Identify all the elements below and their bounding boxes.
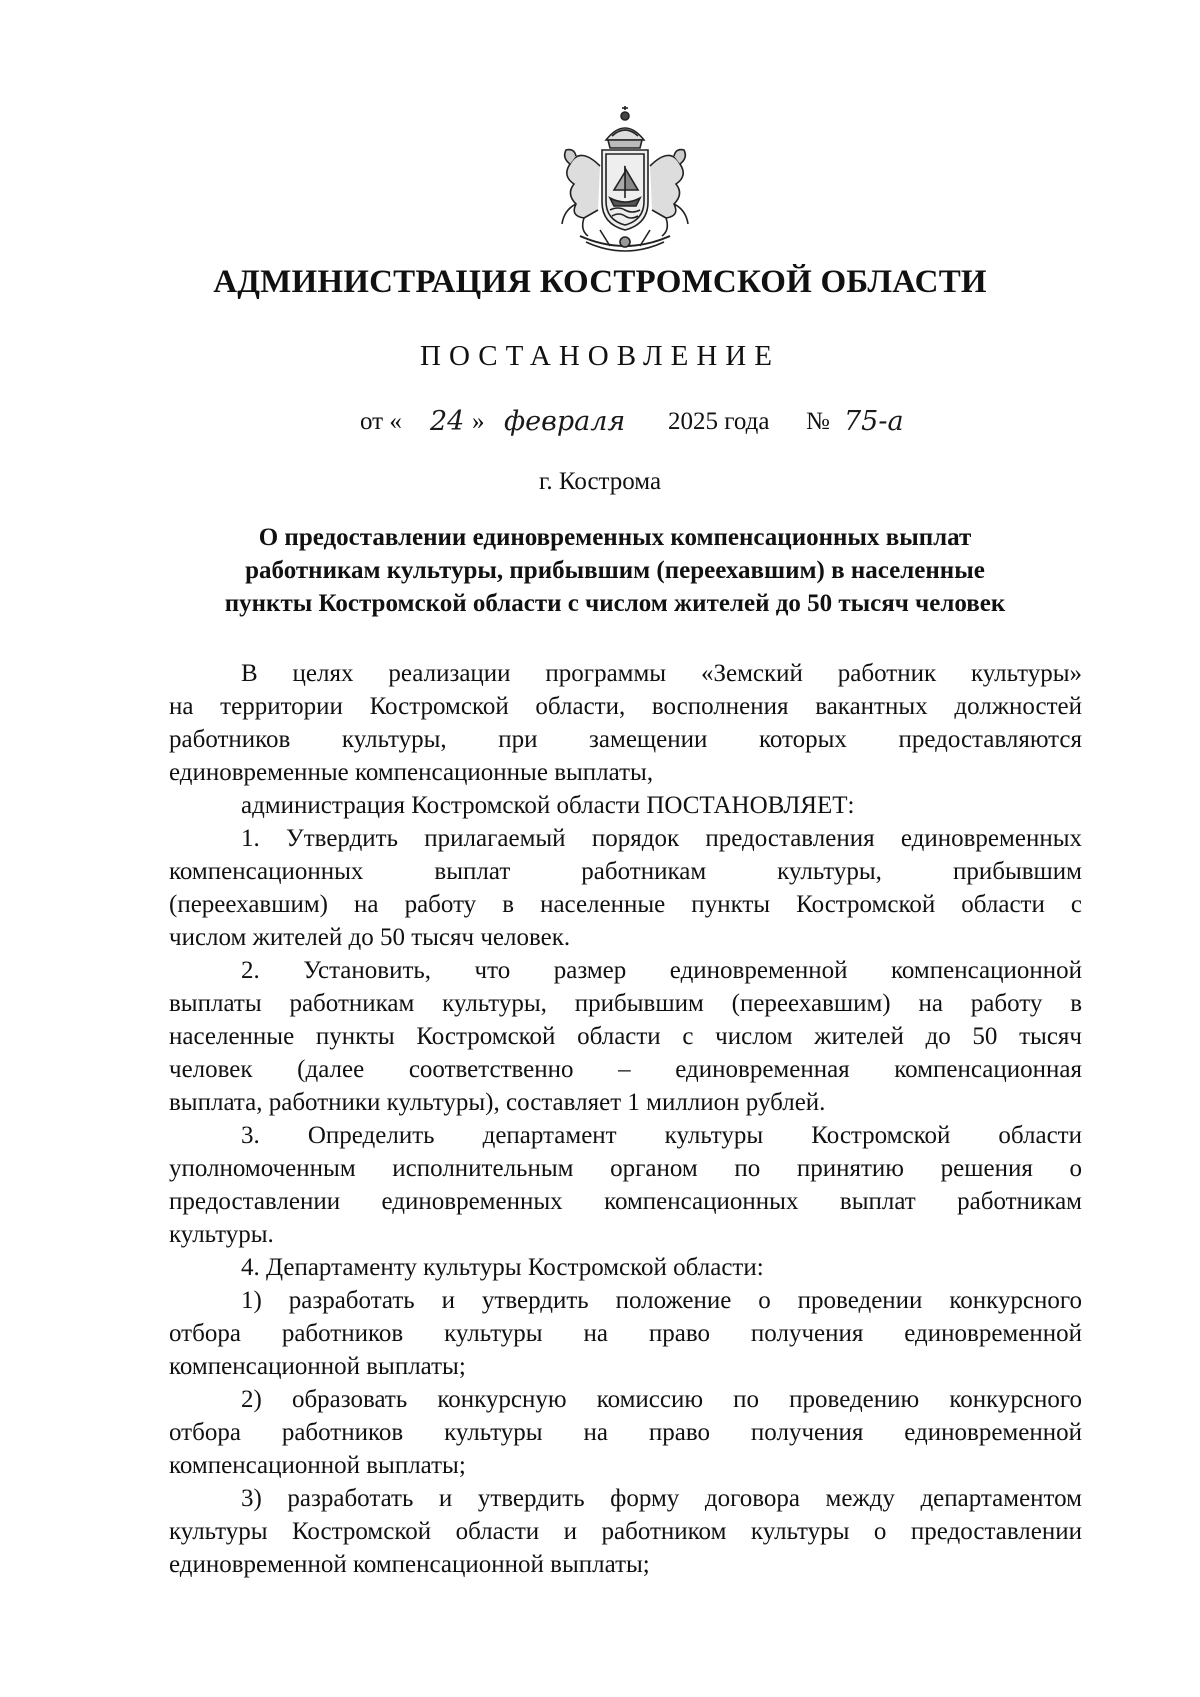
- body-line: 2. Установить, что размер единовременной компенсационной: [241, 957, 1082, 984]
- date-prefix: от «: [360, 408, 402, 435]
- city: г. Кострома: [538, 468, 662, 495]
- body-line: выплата, работники культуры), составляет 1 миллион рублей.: [169, 1089, 826, 1116]
- body-line: человек (далее соответственно – единовременная компенсационная: [169, 1056, 1082, 1083]
- body-line: отбора работников культуры на право получения единовременной: [169, 1419, 1082, 1446]
- subject-line: работникам культуры, прибывшим (переехавшим) в населенные: [245, 557, 985, 584]
- body-line: единовременной компенсационной выплаты;: [169, 1551, 650, 1578]
- handwritten-month: февраля: [504, 406, 626, 437]
- body-line: культуры Костромской области и работником культуры о предоставлении: [169, 1518, 1082, 1545]
- subject-line: пункты Костромской области с числом жителей до 50 тысяч человек: [224, 590, 1006, 617]
- body-line: компенсационной выплаты;: [169, 1452, 466, 1479]
- body-line: 1. Утвердить прилагаемый порядок предоставления единовременных: [241, 825, 1082, 852]
- handwritten-number: 75-а: [844, 406, 904, 437]
- date-year: 2025 года: [668, 408, 770, 435]
- body-line: компенсационных выплат работникам культуры, прибывшим: [169, 858, 1082, 885]
- body-line: на территории Костромской области, восполнения вакантных должностей: [169, 693, 1082, 720]
- body-line: компенсационной выплаты;: [169, 1353, 466, 1380]
- body-line: В целях реализации программы «Земский работник культуры»: [241, 660, 1082, 687]
- body-line: 2) образовать конкурсную комиссию по проведению конкурсного: [241, 1386, 1082, 1413]
- organization-title: АДМИНИСТРАЦИЯ КОСТРОМСКОЙ ОБЛАСТИ: [213, 264, 987, 300]
- body-line: 4. Департаменту культуры Костромской области:: [241, 1254, 764, 1281]
- body-line: выплаты работникам культуры, прибывшим (переехавшим) на работу в: [169, 990, 1082, 1017]
- document-date-line: [360, 402, 1000, 446]
- body-line: 3. Определить департамент культуры Костромской области: [241, 1122, 1082, 1149]
- coat-of-arms-emblem: [540, 106, 710, 258]
- date-day-suffix: »: [472, 408, 485, 435]
- number-sign: №: [806, 408, 830, 435]
- body-line: (переехавшим) на работу в населенные пункты Костромской области с: [169, 891, 1082, 918]
- body-line: 3) разработать и утвердить форму договора между департаментом: [241, 1485, 1082, 1512]
- body-line: работников культуры, при замещении которых предоставляются: [169, 726, 1082, 753]
- body-line: предоставлении единовременных компенсационных выплат работникам: [169, 1188, 1082, 1215]
- body-line: отбора работников культуры на право получения единовременной: [169, 1320, 1082, 1347]
- body-line: уполномоченным исполнительным органом по принятию решения о: [169, 1155, 1082, 1182]
- document-type: ПОСТАНОВЛЕНИЕ: [420, 340, 780, 372]
- body-line: 1) разработать и утвердить положение о проведении конкурсного: [241, 1287, 1082, 1314]
- body-line: населенные пункты Костромской области с числом жителей до 50 тысяч: [169, 1023, 1082, 1050]
- document-subject: [150, 521, 1080, 620]
- handwritten-day: 24: [430, 406, 465, 437]
- subject-line: О предоставлении единовременных компенсационных выплат: [258, 524, 972, 551]
- body-line: культуры.: [169, 1221, 274, 1248]
- body-line: единовременные компенсационные выплаты,: [169, 759, 654, 786]
- body-line: администрация Костромской области ПОСТАНОВЛЯЕТ:: [241, 792, 855, 819]
- document-body: [169, 657, 1082, 1581]
- body-line: числом жителей до 50 тысяч человек.: [169, 924, 571, 951]
